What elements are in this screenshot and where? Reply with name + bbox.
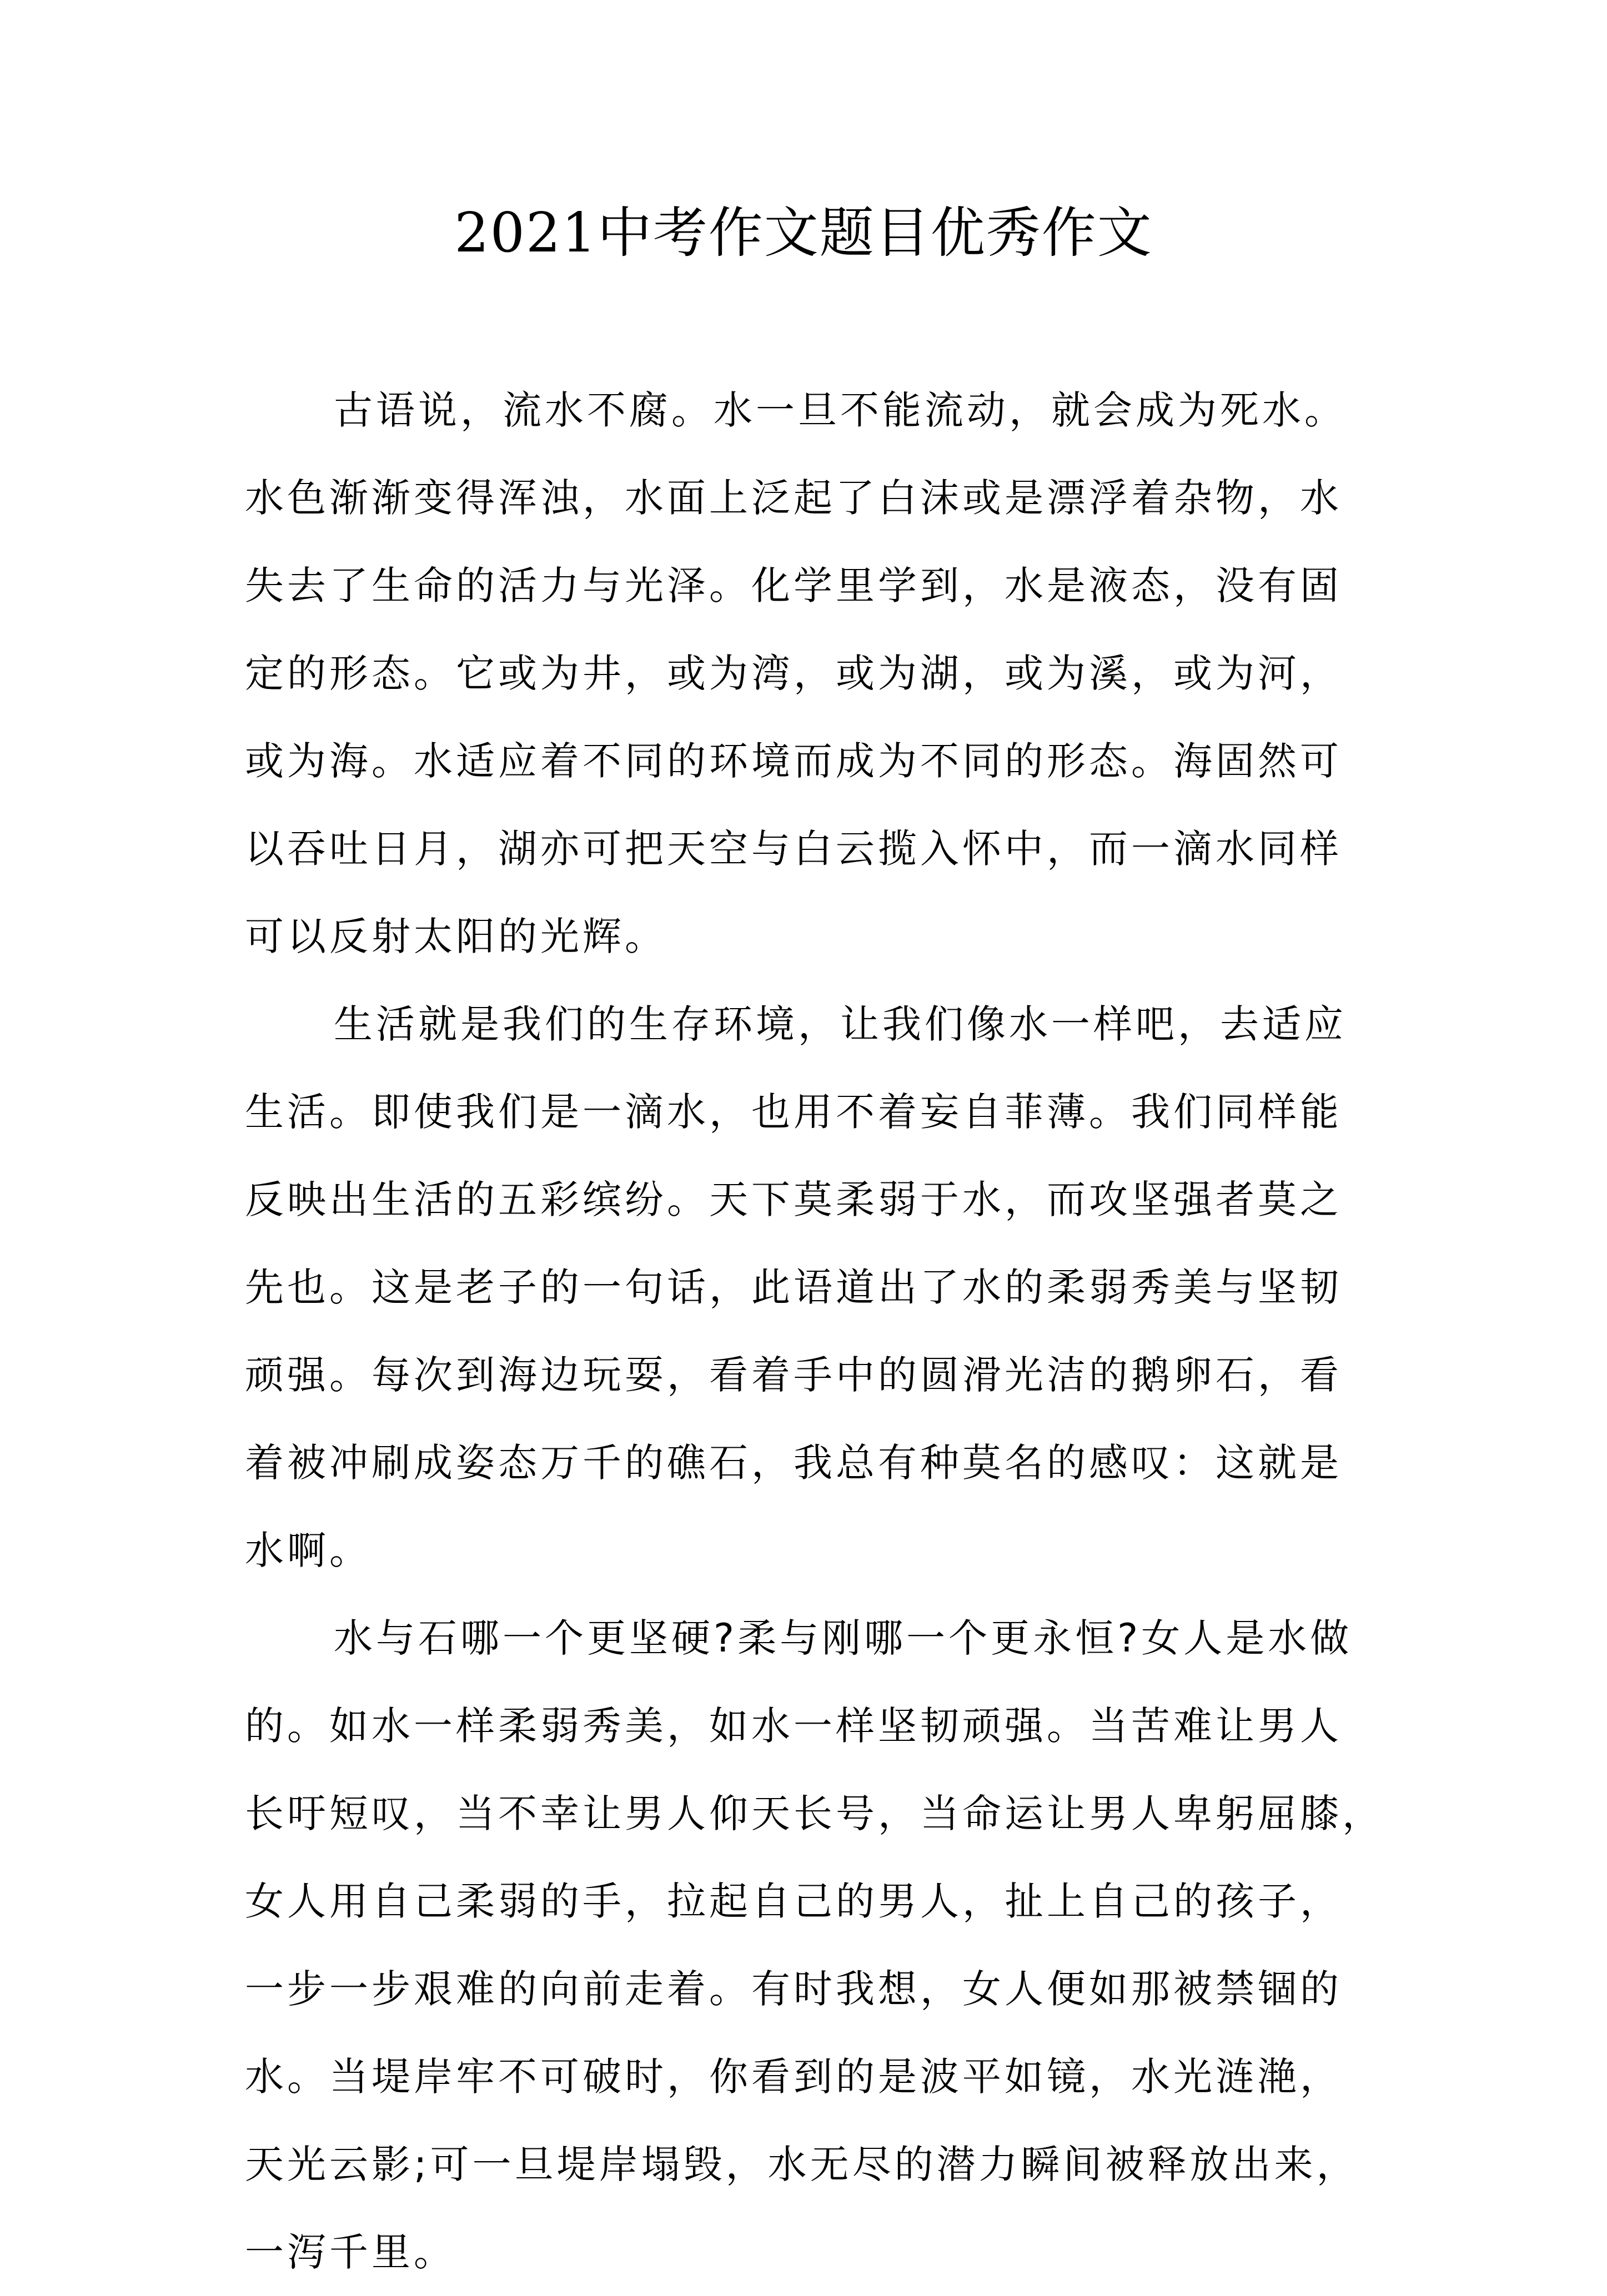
document-body [245,366,1384,2296]
paragraph-line: 女人用自己柔弱的手，拉起自己的男人，扯上自己的孩子， [245,1879,1342,1924]
paragraph-line: 或为海。水适应着不同的环境而成为不同的形态。海固然可 [245,738,1342,784]
paragraph-line: 生活就是我们的生存环境，让我们像水一样吧，去适应 [334,1001,1347,1047]
paragraph-line: 水。当堤岸牢不可破时，你看到的是波平如镜，水光涟滟， [245,2054,1342,2099]
paragraph-2 [245,980,1378,1594]
paragraph-line: 可以反射太阳的光辉。 [245,914,667,959]
paragraph-3 [245,1594,1384,2296]
paragraph-1 [245,366,1378,980]
paragraph-line: 天光云影;可一旦堤岸塌毁，水无尽的潜力瞬间被释放出来， [245,2142,1359,2187]
paragraph-line: 水啊。 [245,1528,371,1573]
paragraph-line: 水与石哪一个更坚硬?柔与刚哪一个更永恒?女人是水做 [334,1615,1353,1661]
paragraph-line: 先也。这是老子的一句话，此语道出了水的柔弱秀美与坚韧 [245,1265,1342,1310]
paragraph-line: 顽强。每次到海边玩耍，看着手中的圆滑光洁的鹅卵石，看 [245,1352,1342,1398]
paragraph-line: 定的形态。它或为井，或为湾，或为湖，或为溪，或为河， [245,651,1342,696]
paragraph-line: 失去了生命的活力与光泽。化学里学到，水是液态，没有固 [245,563,1342,608]
paragraph-line: 古语说，流水不腐。水一旦不能流动，就会成为死水。 [334,387,1347,433]
paragraph-line: 的。如水一样柔弱秀美，如水一样坚韧顽强。当苦难让男人 [245,1703,1342,1749]
paragraph-line: 长吁短叹，当不幸让男人仰天长号，当命运让男人卑躬屈膝， [245,1791,1384,1836]
paragraph-line: 以吞吐日月，湖亦可把天空与白云揽入怀中，而一滴水同样 [245,826,1342,872]
paragraph-line: 反映出生活的五彩缤纷。天下莫柔弱于水，而攻坚强者莫之 [245,1177,1342,1222]
paragraph-line: 水色渐渐变得浑浊，水面上泛起了白沫或是漂浮着杂物，水 [245,475,1342,521]
paragraph-line: 一步一步艰难的向前走着。有时我想，女人便如那被禁锢的 [245,1966,1342,2012]
paragraph-line: 着被冲刷成姿态万千的礁石，我总有种莫名的感叹：这就是 [245,1440,1342,1486]
document-title: 2021中考作文题目优秀作文 [454,202,1153,265]
paragraph-line: 生活。即使我们是一滴水，也用不着妄自菲薄。我们同样能 [245,1089,1342,1135]
paragraph-line: 一泻千里。 [245,2229,456,2275]
